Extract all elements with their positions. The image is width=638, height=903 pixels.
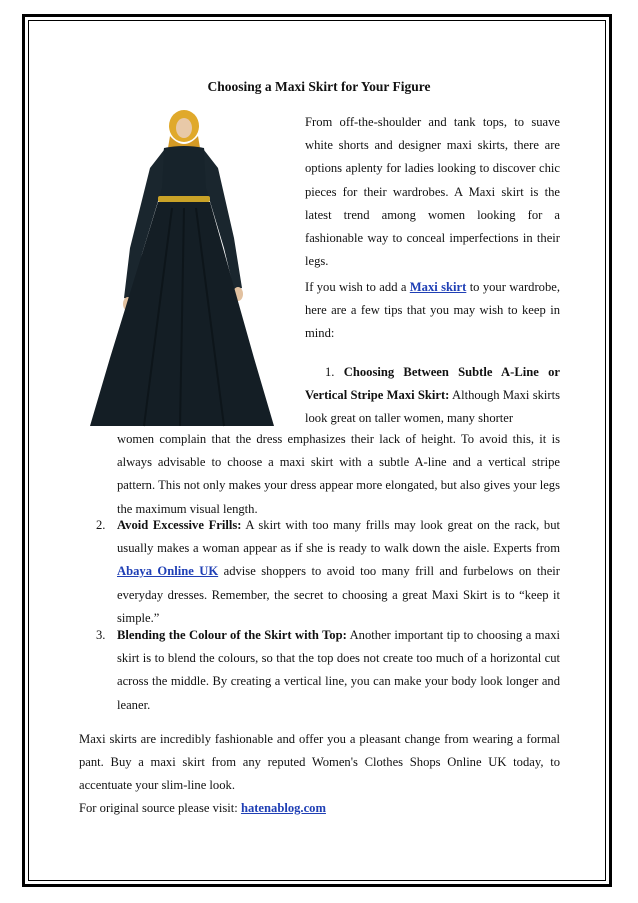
- tip-1-text-rest: women complain that the dress emphasizes their lack of height. To avoid this, it is always advisable to choose a maxi skirt with a subtle A-line and a vertical stripe pattern. This not only makes your dress appear more elongated, but also gives your legs the maximum visual length.: [117, 432, 560, 516]
- closing-paragraph: Maxi skirts are incredibly fashionable and offer you a pleasant change from wearing a formal pant. Buy a maxi skirt from any reputed Women's Clothes Shops Online UK today, to accentuate your slim-line look.: [79, 732, 560, 793]
- abaya-online-uk-link[interactable]: Abaya Online UK: [117, 564, 219, 579]
- tip-1-text-top: Although Maxi skirts look great on taller women, many shorter: [305, 388, 560, 426]
- tip-2-text-before: A skirt with too many frills may look great on the rack, but usually makes a woman appear as if she is ready to walk down the aisle. Experts from: [117, 518, 560, 556]
- tip-2-text-after: advise shoppers to avoid too many frill and furbelows on their everyday dresses. Remember, the secret to choosing a great Maxi Skirt is to “keep it simple.”: [117, 564, 560, 625]
- tip-3-number: 3.: [96, 628, 106, 642]
- intro-text-before-link: If you wish to add a: [305, 280, 410, 294]
- hatenablog-link[interactable]: hatenablog.com: [240, 801, 326, 815]
- tip-2-heading: Avoid Excessive Frills:: [117, 518, 242, 532]
- source-label: For original source please visit:: [79, 801, 241, 815]
- maxi-skirt-link[interactable]: Maxi skirt: [409, 280, 467, 294]
- tip-1-number: 1.: [325, 365, 335, 379]
- maxi-dress-model-image: [84, 108, 280, 430]
- tip-3-text: [117, 624, 560, 717]
- intro-text-after-link: to your wardrobe, here are a few tips that you may wish to keep in mind:: [305, 280, 560, 341]
- page-title: Choosing a Maxi Skirt for Your Figure: [207, 79, 431, 94]
- tip-3-heading: Blending the Colour of the Skirt with Top:: [117, 628, 347, 642]
- intro-paragraph-1: From off-the-shoulder and tank tops, to suave white shorts and designer maxi skirts, there are options aplenty for ladies looking to discover chic pieces for their wardrobes. A Maxi skirt is the latest trend among women looking for a fashionable way to conceal imperfections in their legs.: [305, 115, 560, 269]
- source-line: [79, 797, 560, 820]
- tip-3-body: Another important tip to choosing a maxi skirt is to blend the colours, so that the top does not create too much of a horizontal cut across the middle. By creating a vertical line, you can make your body look longer and leaner.: [117, 628, 560, 712]
- tip-1-top: [305, 361, 560, 431]
- intro-paragraph-2: [305, 276, 560, 346]
- tip-2-number: 2.: [96, 518, 106, 532]
- tip-2-text: [117, 514, 560, 630]
- tip-1-heading: Choosing Between Subtle A-Line or Vertical Stripe Maxi Skirt:: [305, 365, 561, 403]
